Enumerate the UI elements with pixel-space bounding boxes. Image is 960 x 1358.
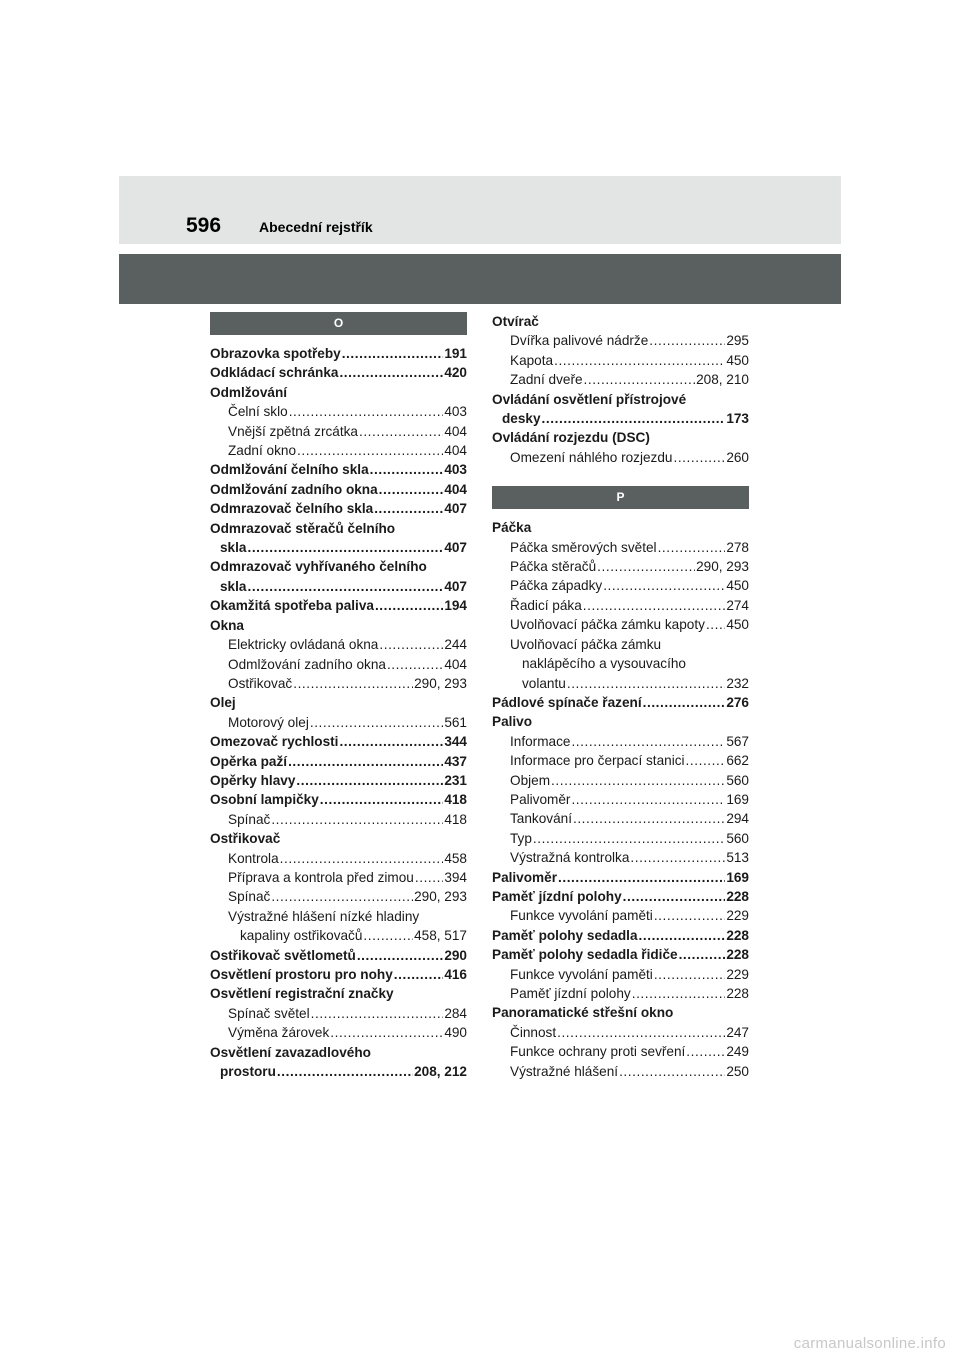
index-entry-page: 260 (726, 449, 749, 465)
index-entry-label: Odmrazovač vyhřívaného čelního (210, 559, 427, 575)
index-entry (210, 693, 467, 712)
index-entry-label: Paměť jízdní polohy (492, 888, 622, 904)
dot-leader (533, 829, 725, 848)
index-entry-page: 228 (726, 888, 749, 904)
index-entry (492, 771, 749, 790)
dot-leader (277, 1062, 413, 1081)
index-entry-label: Kapota (510, 352, 554, 368)
index-entry-page: 290, 293 (696, 559, 749, 575)
index-entry-label: Palivoměr (510, 791, 571, 807)
index-entry-label: Příprava a kontrola před zimou (228, 869, 414, 885)
index-entry (492, 448, 749, 467)
index-entry-label: Okna (210, 617, 244, 633)
dot-leader (686, 1042, 725, 1061)
index-entry-label: Zadní okno (228, 443, 297, 459)
index-entry-label: Paměť jízdní polohy (510, 986, 631, 1001)
index-entry-page: 394 (444, 869, 467, 885)
index-entry-label: Výstražné hlášení nízké hladiny (228, 908, 420, 924)
index-entry-label: Odkládací schránka (210, 365, 339, 381)
index-entry (492, 654, 749, 673)
index-entry (492, 615, 749, 634)
index-entry (210, 499, 467, 518)
index-entry-label: Palivo (492, 714, 533, 730)
index-entry-label: Opěrky hlavy (210, 772, 296, 788)
dot-leader (379, 635, 443, 654)
index-entry-label: skla (220, 540, 247, 556)
index-entry-page: 513 (726, 850, 749, 866)
dot-leader (554, 351, 725, 370)
index-entry (210, 868, 467, 887)
index-entry (210, 655, 467, 674)
index-entry-label: Objem (510, 772, 551, 788)
index-entry (210, 460, 467, 479)
index-entry (210, 926, 467, 945)
index-entry-page: 290, 293 (414, 889, 467, 905)
index-entry-page: 228 (726, 986, 749, 1001)
index-entry (210, 441, 467, 460)
index-entry-page: 232 (726, 675, 749, 691)
header-band (119, 176, 841, 244)
dot-leader (339, 363, 443, 382)
index-entry-label: Olej (210, 695, 236, 711)
index-entry-page: 490 (444, 1025, 467, 1041)
index-entry-page: 407 (444, 540, 467, 556)
dot-leader (297, 441, 443, 460)
index-entry-page: 249 (726, 1044, 749, 1060)
index-entry (492, 926, 749, 945)
index-entry-label: skla (220, 578, 247, 594)
index-entry-label: Tankování (510, 811, 572, 827)
dot-leader (296, 771, 443, 790)
index-entry-page: 295 (726, 333, 749, 349)
index-entry-page: 294 (726, 811, 749, 827)
index-entry-label: Odmlžování zadního okna (210, 481, 378, 497)
index-entry-label: Ostřikovač (210, 831, 281, 847)
index-entry (210, 732, 467, 751)
index-entry-label: Výstražná kontrolka (510, 850, 630, 866)
index-entry (210, 422, 467, 441)
index-entry (210, 965, 467, 984)
index-entry (492, 674, 749, 693)
index-entry (210, 363, 467, 382)
index-entry (210, 674, 467, 693)
index-entry-page: 458 (444, 850, 467, 866)
dot-leader (603, 576, 725, 595)
dot-leader (573, 809, 725, 828)
index-entry (210, 790, 467, 809)
index-entry-page: 344 (444, 734, 467, 750)
index-entry (210, 1062, 467, 1081)
index-entry-page: 416 (444, 967, 467, 982)
index-entry (492, 732, 749, 751)
index-entry-label: Výstražné hlášení (510, 1063, 619, 1079)
index-entry (210, 771, 467, 790)
dot-leader (571, 790, 725, 809)
index-entry-label: Funkce vyvolání paměti (510, 966, 653, 982)
index-entry (492, 965, 749, 984)
index-entry-label: Okamžitá spotřeba paliva (210, 598, 374, 614)
index-entry-page: 420 (444, 365, 467, 381)
index-entry-label: Spínač (228, 811, 271, 827)
dot-leader (247, 538, 443, 557)
index-entry-label: Ovládání osvětlení přístrojové (492, 391, 687, 407)
index-entry-label: Motorový olej (228, 714, 309, 730)
dot-leader (289, 402, 444, 421)
index-entry-label: Odmlžování (210, 384, 288, 400)
index-entry-page: 403 (444, 404, 467, 420)
index-entry-page: 284 (444, 1005, 467, 1021)
index-entry (492, 518, 749, 537)
index-entry (492, 351, 749, 370)
index-entry-label: Dvířka palivové nádrže (510, 333, 649, 349)
dot-leader (658, 538, 726, 557)
index-entry-page: 404 (444, 656, 467, 672)
index-entry-label: Odmlžování zadního okna (228, 656, 386, 672)
index-entry-label: prostoru (220, 1064, 276, 1080)
index-entry (492, 693, 749, 712)
section-header-o: O (210, 312, 467, 335)
index-entry (492, 848, 749, 867)
dot-leader (584, 370, 696, 389)
dot-leader (632, 984, 726, 1003)
index-entry-page: 560 (726, 772, 749, 788)
dot-leader (330, 1023, 443, 1042)
dot-leader (363, 926, 413, 945)
index-entry-page: 404 (444, 481, 467, 497)
index-entry-label: Pádlové spínače řazení (492, 694, 642, 710)
index-entry (492, 1003, 749, 1022)
index-entry (492, 635, 749, 654)
index-entry-label: Paměť polohy sedadla (492, 927, 638, 943)
index-entry-page: 169 (726, 869, 749, 885)
index-entry (492, 596, 749, 615)
index-entry-label: Páčka směrových světel (510, 539, 657, 555)
dot-leader (293, 674, 413, 693)
index-entry-page: 228 (726, 947, 749, 963)
index-entry-page: 560 (726, 830, 749, 846)
index-entry-page: 450 (726, 578, 749, 594)
index-entry (492, 790, 749, 809)
dot-leader (310, 713, 443, 732)
index-entry (210, 616, 467, 635)
index-entry-label: kapaliny ostřikovačů (240, 928, 363, 944)
index-entry-page: 229 (726, 908, 749, 924)
index-entry-label: Spínač světel (228, 1005, 310, 1021)
index-entry-page: 244 (444, 637, 467, 653)
index-entry-label: Opěrka paží (210, 753, 288, 769)
index-entry-label: Funkce vyvolání paměti (510, 908, 653, 924)
index-entry-page: 567 (726, 733, 749, 749)
index-entry-page: 418 (444, 811, 467, 827)
index-entry-page: 274 (726, 597, 749, 613)
index-entry-label: Informace pro čerpací stanici (510, 753, 685, 769)
dot-leader (374, 499, 443, 518)
index-entry-page: 662 (726, 753, 749, 769)
index-entry (210, 1023, 467, 1042)
index-entry (210, 635, 467, 654)
index-entry (210, 344, 467, 363)
index-entry-label: Páčka západky (510, 578, 603, 594)
index-entry-label: Ovládání rozjezdu (DSC) (492, 430, 650, 446)
index-entry-page: 278 (726, 539, 749, 555)
index-entry-page: 250 (726, 1063, 749, 1079)
dot-leader (415, 868, 443, 887)
dot-leader (643, 693, 726, 712)
dot-leader (359, 422, 443, 441)
index-entry-label: Uvolňovací páčka zámku (510, 636, 662, 652)
index-entry (492, 1042, 749, 1061)
footer-watermark: carmanualsonline.info (793, 1335, 946, 1352)
dot-leader (619, 1062, 725, 1081)
index-entry-label: Odmrazovač stěračů čelního (210, 520, 396, 536)
index-entry-page: 229 (726, 966, 749, 982)
index-entry-page: 404 (444, 423, 467, 439)
index-column-left (210, 312, 467, 1081)
index-entry-label: naklápěcího a vysouvacího (522, 656, 686, 672)
running-title: Abecední rejstřík (259, 219, 373, 235)
index-entry-page: 561 (444, 714, 467, 730)
index-entry-label: Informace (510, 733, 571, 749)
index-entry-label: Otvírač (492, 314, 539, 329)
index-entry (210, 849, 467, 868)
index-entry-page: 276 (726, 694, 749, 710)
index-entry-label: Osvětlení registrační značky (210, 986, 394, 1002)
index-entry-page: 407 (444, 578, 467, 594)
index-entry (210, 810, 467, 829)
index-entry (210, 519, 467, 538)
index-entry (492, 312, 749, 331)
index-entry-label: Omezení náhlého rozjezdu (510, 449, 673, 465)
index-entry-label: Ostřikovač (228, 675, 293, 691)
index-entry (492, 331, 749, 350)
index-entry (210, 887, 467, 906)
dot-leader (375, 596, 443, 615)
dot-leader (557, 1023, 725, 1042)
index-entry-label: Odmrazovač čelního skla (210, 501, 374, 517)
index-entry-label: desky (502, 411, 541, 427)
index-entry (492, 428, 749, 447)
index-entry-page: 208, 212 (414, 1064, 467, 1080)
index-entry (210, 383, 467, 402)
index-entry-label: Ostřikovač světlometů (210, 947, 356, 963)
index-entry-page: 450 (726, 617, 749, 633)
dot-leader (706, 615, 725, 634)
index-entry-label: volantu (522, 675, 566, 691)
index-entry-label: Funkce ochrany proti sevření (510, 1044, 686, 1060)
dot-leader (623, 887, 726, 906)
index-entry (210, 946, 467, 965)
dot-leader (551, 771, 725, 790)
dot-leader (597, 557, 695, 576)
index-entry (492, 712, 749, 731)
index-entry (492, 868, 749, 887)
index-entry-page: 208, 210 (696, 372, 749, 388)
index-entry-page: 418 (444, 792, 467, 808)
section-header-p: P (492, 486, 749, 509)
index-entry-page: 191 (444, 346, 467, 361)
dot-leader (558, 868, 725, 887)
index-entry-label: Elektricky ovládaná okna (228, 637, 379, 653)
dot-leader (567, 674, 725, 693)
dot-leader (342, 344, 444, 363)
index-entry (492, 945, 749, 964)
dot-leader (370, 460, 444, 479)
dot-leader (280, 849, 444, 868)
index-entry-page: 290 (444, 947, 467, 963)
index-entry (492, 576, 749, 595)
dot-leader (649, 331, 725, 350)
index-entry (210, 577, 467, 596)
index-entry-page: 194 (444, 598, 467, 614)
index-entry-page: 450 (726, 352, 749, 368)
index-entry-label: Osvětlení zavazadlového (210, 1044, 371, 1060)
index-entry (210, 984, 467, 1003)
index-entry-label: Řadicí páka (510, 597, 582, 613)
dot-leader (339, 732, 443, 751)
index-column-right (492, 312, 749, 1081)
index-entry-label: Uvolňovací páčka zámku kapoty (510, 617, 705, 633)
index-entry-label: Omezovač rychlosti (210, 734, 339, 750)
index-entry (210, 752, 467, 771)
dot-leader (571, 732, 725, 751)
index-entry (492, 370, 749, 389)
dot-leader (686, 751, 726, 770)
index-entry (210, 1043, 467, 1062)
index-entry (210, 907, 467, 926)
dot-leader (630, 848, 725, 867)
index-entry (210, 829, 467, 848)
index-entry (492, 751, 749, 770)
index-entry (492, 390, 749, 409)
index-entry-label: Osobní lampičky (210, 792, 319, 808)
index-entry-label: Páčka stěračů (510, 559, 597, 575)
index-entry-page: 228 (726, 927, 749, 943)
index-entry (210, 596, 467, 615)
index-entry (492, 409, 749, 428)
dot-leader (271, 887, 413, 906)
index-entry-label: Zadní dveře (510, 372, 583, 388)
index-entry (492, 829, 749, 848)
dot-leader (654, 906, 726, 925)
index-entry-page: 407 (444, 501, 467, 517)
index-entry-label: Obrazovka spotřeby (210, 346, 341, 361)
index-entry-label: Čelní sklo (228, 404, 288, 420)
index-entry (492, 538, 749, 557)
index-entry-label: Palivoměr (492, 869, 557, 885)
index-entry-label: Odmlžování čelního skla (210, 462, 369, 478)
index-entry-label: Paměť polohy sedadla řidiče (492, 947, 678, 963)
index-entry (492, 1062, 749, 1081)
index-entry-label: Výměna žárovek (228, 1025, 330, 1041)
index-entry (492, 557, 749, 576)
index-entry (210, 402, 467, 421)
index-entry (210, 557, 467, 576)
index-entry (210, 713, 467, 732)
index-entry-label: Spínač (228, 889, 271, 905)
dot-leader (311, 1004, 444, 1023)
dot-leader (288, 752, 443, 771)
index-entry-page: 169 (726, 791, 749, 807)
index-entry (210, 538, 467, 557)
dot-leader (654, 965, 726, 984)
index-entry-label: Kontrola (228, 850, 279, 866)
index-entry-label: Panoramatické střešní okno (492, 1005, 674, 1021)
dot-leader (357, 946, 443, 965)
header-dark-band (119, 254, 841, 304)
index-entry-page: 437 (444, 753, 467, 769)
dot-leader (542, 409, 726, 428)
index-entry-label: Páčka (492, 520, 532, 536)
dot-leader (379, 480, 444, 499)
page-number: 596 (186, 214, 222, 237)
index-entry-page: 231 (444, 772, 467, 788)
dot-leader (639, 926, 726, 945)
dot-leader (679, 945, 726, 964)
index-entry-label: Vnější zpětná zrcátka (228, 423, 358, 439)
index-entry-page: 247 (726, 1024, 749, 1040)
index-entry (492, 984, 749, 1003)
dot-leader (247, 577, 443, 596)
index-entry-page: 404 (444, 443, 467, 459)
index-entry-label: Činnost (510, 1024, 557, 1040)
index-entry-page: 290, 293 (414, 675, 467, 691)
dot-leader (320, 790, 444, 809)
index-entry-page: 403 (444, 462, 467, 478)
index-entry-page: 458, 517 (414, 928, 467, 944)
dot-leader (387, 655, 443, 674)
dot-leader (394, 965, 444, 984)
index-entry (492, 887, 749, 906)
index-entry-label: Typ (510, 830, 532, 846)
index-entry (210, 1004, 467, 1023)
dot-leader (673, 448, 725, 467)
index-entry (492, 809, 749, 828)
index-entry (210, 480, 467, 499)
index-entry (492, 906, 749, 925)
index-entry (492, 1023, 749, 1042)
index-entry-page: 173 (726, 411, 749, 427)
dot-leader (271, 810, 443, 829)
index-entry-label: Osvětlení prostoru pro nohy (210, 967, 393, 982)
dot-leader (583, 596, 726, 615)
